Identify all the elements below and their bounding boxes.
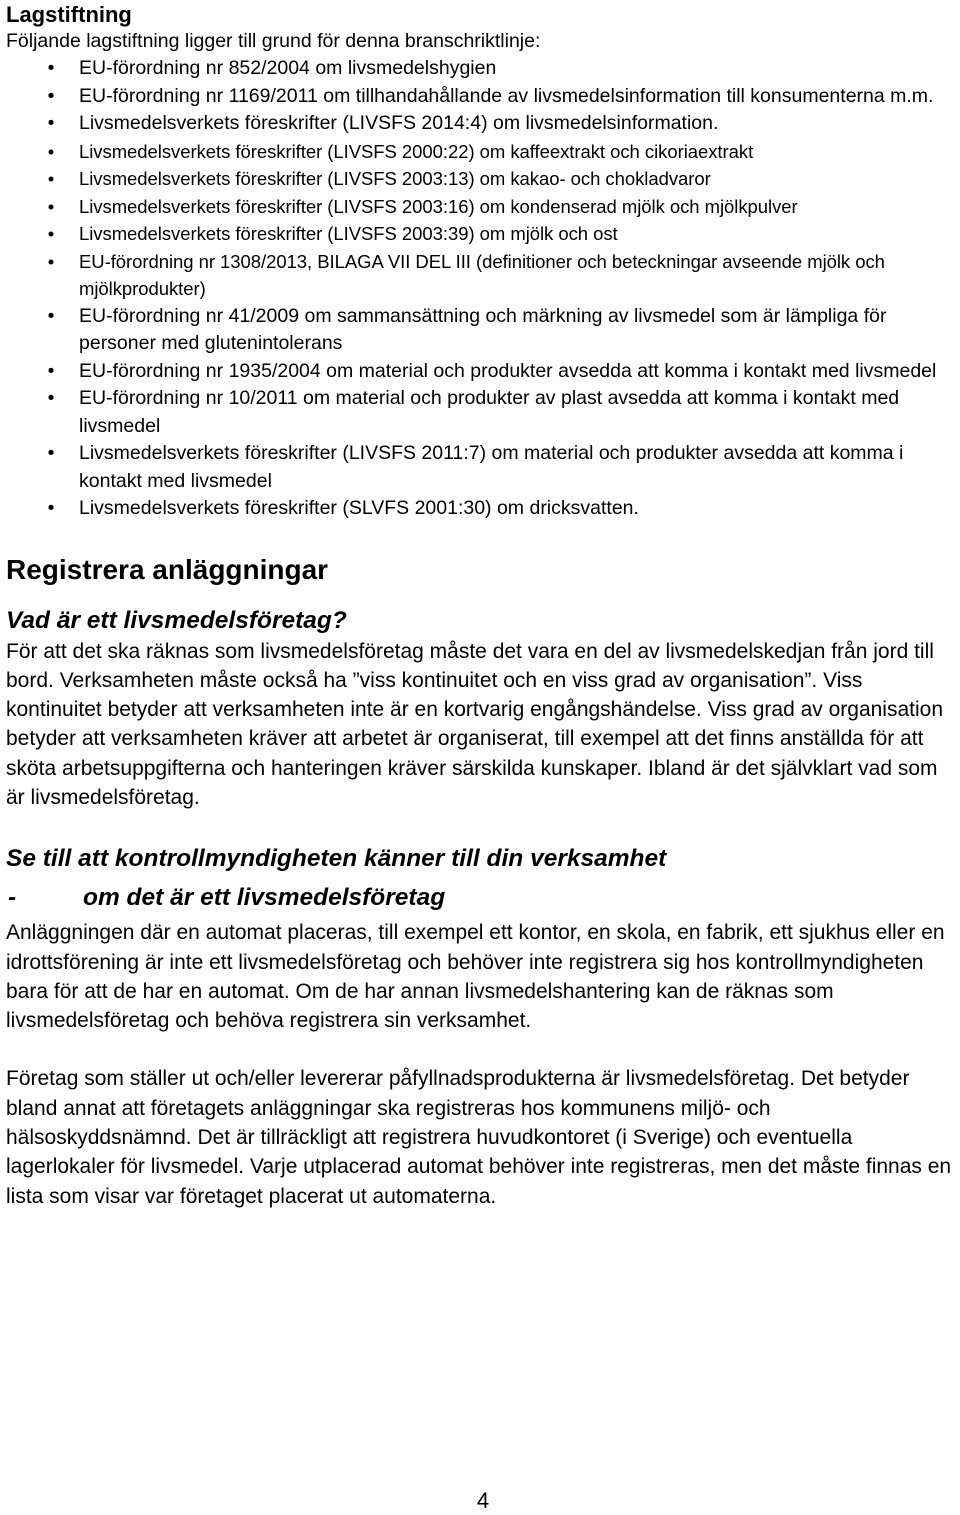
law-list-item xyxy=(6,495,956,523)
law-text: Livsmedelsverkets föreskrifter (LIVSFS 2011:7) om material och produkter avsedda att komma i kontakt med livsmedel xyxy=(79,442,904,492)
bullet-icon: • xyxy=(47,497,55,519)
law-list-item xyxy=(6,193,956,221)
title-line2-text: om det är ett livsmedelsföretag xyxy=(83,884,446,912)
bullet-icon: • xyxy=(47,223,55,244)
law-list-item xyxy=(6,55,956,83)
law-list-item xyxy=(6,303,956,358)
bullet-icon: • xyxy=(47,304,55,327)
page-number: 4 xyxy=(476,1488,490,1513)
bullet-icon: • xyxy=(47,57,55,79)
law-list-item xyxy=(6,83,956,111)
lagstiftning-intro: Följande lagstiftning ligger till grund för denna branschriktlinje: xyxy=(6,30,541,52)
bullet-icon: • xyxy=(47,112,55,134)
law-list-a xyxy=(6,55,956,138)
bullet-icon: • xyxy=(47,84,55,107)
bullet-icon: • xyxy=(47,140,55,162)
subsection-title-kontroll: Se till att kontrollmyndigheten känner till din verksamhet xyxy=(6,845,667,873)
document-page xyxy=(6,0,956,1211)
law-text: Livsmedelsverkets föreskrifter (LIVSFS 2014:4) om livsmedelsinformation. xyxy=(79,112,719,134)
law-text: Livsmedelsverkets föreskrifter (LIVSFS 2000:22) om kaffeextrakt och cikoriaextrakt xyxy=(79,140,754,162)
law-text: EU-förordning nr 41/2009 om sammansättning och märkning av livsmedel som är lämpliga för personer med glutenintolerans xyxy=(79,304,887,354)
law-list-item xyxy=(6,165,956,193)
law-text: Livsmedelsverkets föreskrifter (LIVSFS 2003:13) om kakao- och chokladvaror xyxy=(79,168,711,189)
law-text: EU-förordning nr 852/2004 om livsmedelshygien xyxy=(79,57,497,79)
law-text: Livsmedelsverkets föreskrifter (LIVSFS 2003:16) om kondenserad mjölk och mjölkpulver xyxy=(79,195,798,217)
kontroll-paragraph-1: Anläggningen där en automat placeras, till exempel ett kontor, en skola, en fabrik, ett sjukhus eller en idrottsförening är inte ett livsmedelsföretag och behöver inte registrera sig hos kontrollmyndigheten bara för att de har en automat. Om de har annan livsmedelshantering kan de räknas som livsmedelsföretag och behöva registrera sin verksamhet. xyxy=(6,921,945,1033)
law-list-item xyxy=(6,220,956,248)
section-title-registrera: Registrera anläggningar xyxy=(6,553,329,585)
law-text: Livsmedelsverkets föreskrifter (LIVSFS 2003:39) om mjölk och ost xyxy=(79,223,618,244)
law-text: EU-förordning nr 1169/2011 om tillhandahållande av livsmedelsinformation till konsumenterna m.m. xyxy=(79,84,934,107)
law-list-item xyxy=(6,385,956,440)
law-text: EU-förordning nr 1935/2004 om material och produkter avsedda att komma i kontakt med livsmedel xyxy=(79,359,937,382)
law-list-item xyxy=(6,138,956,166)
section-title-lagstiftning: Lagstiftning xyxy=(6,2,132,27)
law-list-item xyxy=(6,440,956,495)
bullet-icon: • xyxy=(47,359,55,382)
law-list-item xyxy=(6,358,956,386)
bullet-icon: • xyxy=(47,442,55,464)
title-dash: - xyxy=(8,884,17,912)
bullet-icon: • xyxy=(47,250,55,272)
bullet-icon: • xyxy=(47,168,55,189)
law-text: EU-förordning nr 1308/2013, BILAGA VII DEL III (definitioner och beteckningar avseende mjölk och mjölkprodukter) xyxy=(79,250,885,299)
bullet-icon: • xyxy=(47,387,55,409)
law-text: EU-förordning nr 10/2011 om material och produkter av plast avsedda att komma i kontakt med livsmedel xyxy=(79,387,900,437)
law-list-item xyxy=(6,248,956,303)
registrera-paragraph: För att det ska räknas som livsmedelsföretag måste det vara en del av livsmedelskedjan från jord till bord. Verksamheten måste också ha ”viss kontinuitet och en viss grad av organisation”. Viss kontinuitet betyder att verksamheten inte är en kortvarig engångshändelse. Viss grad av organisation betyder att verksamheten kräver att arbetet är organiserat, till exempel att det finns anställda för att sköta arbetsuppgifterna och hanteringen kräver särskilda kunskaper. Ibland är det självklart vad som är livsmedelsföretag. xyxy=(6,639,944,809)
law-list-b xyxy=(6,138,956,303)
law-text: Livsmedelsverkets föreskrifter (SLVFS 2001:30) om dricksvatten. xyxy=(79,497,639,519)
subsection-title-livsmedelsforetag: Vad är ett livsmedelsföretag? xyxy=(6,606,347,634)
subsection-title-kontroll-line2 xyxy=(6,878,956,918)
law-list-item xyxy=(6,110,956,138)
bullet-icon: • xyxy=(47,195,55,217)
kontroll-paragraph-2: Företag som ställer ut och/eller levererar påfyllnadsprodukterna är livsmedelsföretag. Det betyder bland annat att företagets anläggningar ska registreras hos kommunens miljö- och hälsoskyddsnämnd. Det är tillräckligt att registrera huvudkontoret (i Sverige) och eventuella lagerlokaler för livsmedel. Varje utplacerad automat behöver inte registreras, men det måste finnas en lista som visar var företaget placerat ut automaterna. xyxy=(6,1067,952,1208)
law-list-c xyxy=(6,303,956,523)
